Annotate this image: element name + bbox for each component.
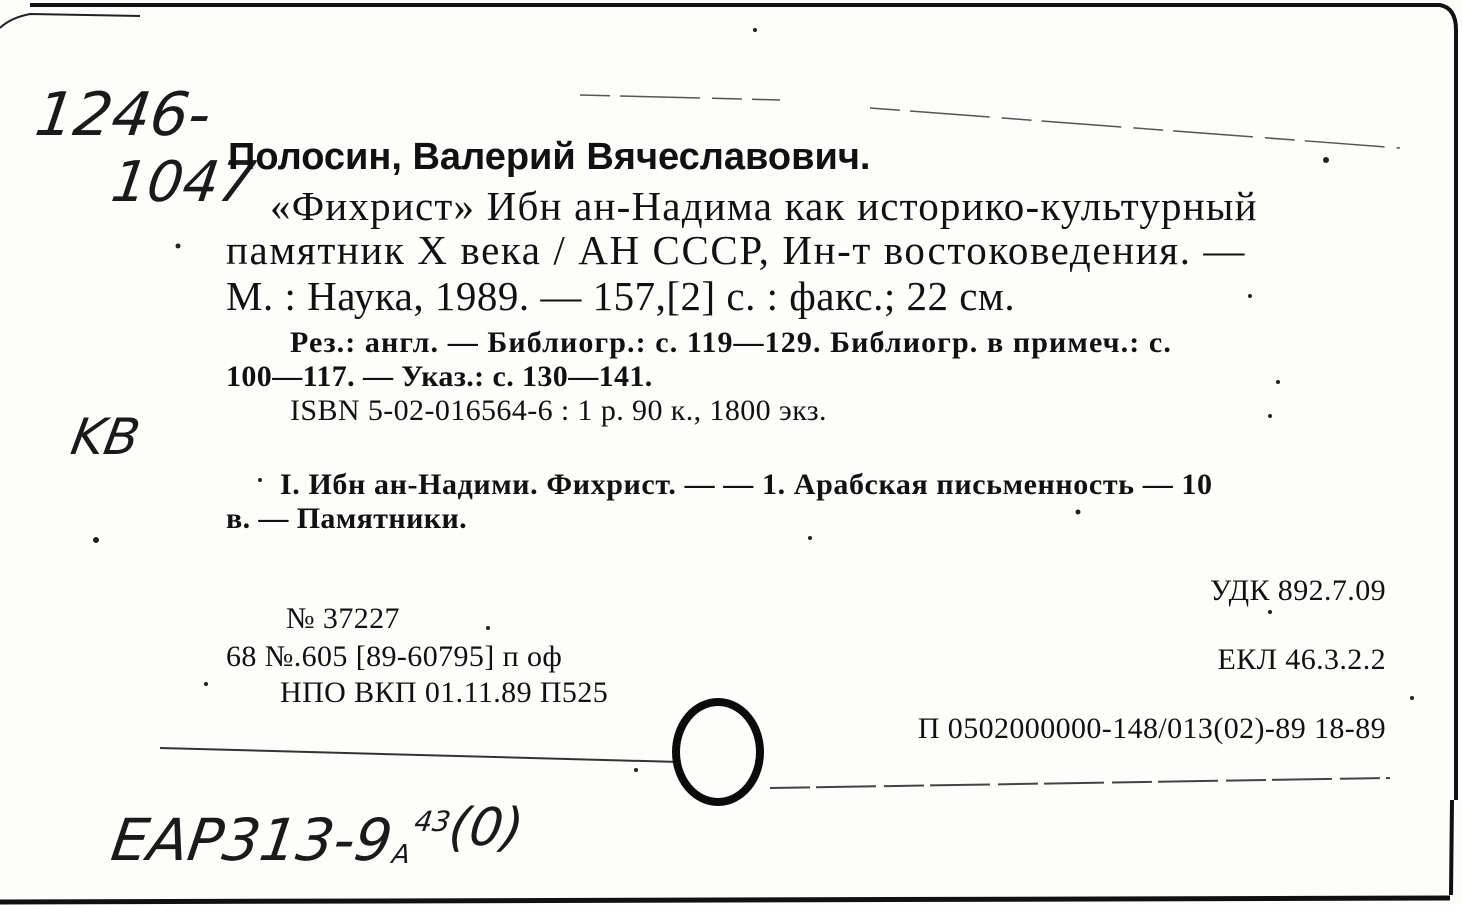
title-line: памятник X века / АН СССР, Ин-т востоковедения. — [226,227,1247,273]
handwritten-shelfmark-line2: 1047 [107,150,260,215]
printer-line: НПО ВКП 01.11.89 П525 [280,676,609,709]
handwritten-bottom-code: EAP313-9 [107,806,397,874]
imprint-line: М. : Наука, 1989. — 157,[2] с. : факс.; 22 см. [226,273,1016,319]
handwritten-initials: KB [66,408,145,466]
handwritten-shelfmark-line1: 1246- [31,80,216,150]
notes-line: 100—117. — Указ.: с. 130—141. [226,360,653,393]
order-line: 68 №.605 [89-60795] п оф [226,640,563,673]
isbn-line: ISBN 5-02-016564-6 : 1 р. 90 к., 1800 экз. [290,394,827,427]
handwritten-bottom-code-suffix: $_A^{43}$(0) [390,798,528,870]
author-heading: Полосин, Валерий Вячеславович. [228,136,871,178]
ekl-code: ЕКЛ 46.3.2.2 [1217,643,1386,676]
subject-line: в. — Памятники. [226,502,468,535]
card-number: № 37227 [286,602,400,635]
index-code: П 0502000000-148/013(02)-89 18-89 [917,712,1386,745]
subject-line: I. Ибн ан-Надими. Фихрист. — — 1. Арабская письменность — 10 [280,468,1213,501]
title-line: «Фихрист» Ибн ан-Надима как историко-культурный [270,183,1258,229]
udk-code: УДК 892.7.09 [1210,574,1386,607]
notes-line: Рез.: англ. — Библиогр.: с. 119—129. Библиогр. в примеч.: с. [290,326,1172,359]
